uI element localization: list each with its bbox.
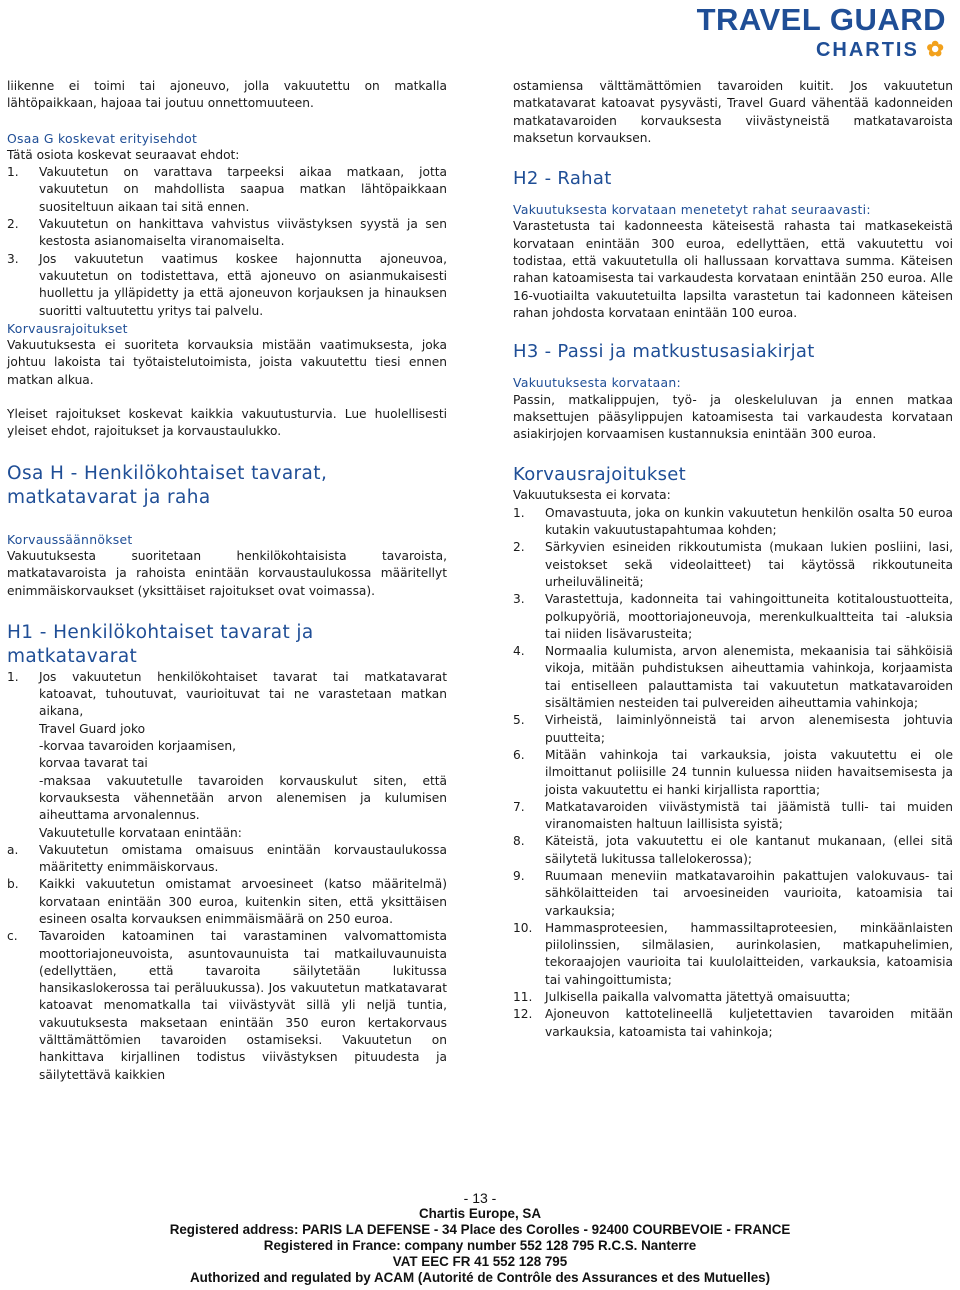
- list-item: 1. Omavastuuta, joka on kunkin vakuutetun henkilön osalta 50 euroa kutakin vakuutustapahtumaa kohden;: [513, 505, 953, 538]
- logo-subtitle-text: CHARTIS: [815, 39, 919, 61]
- h3-title: H3 - Passi ja matkustusasiakirjat: [513, 341, 815, 363]
- list-item: 6. Mitään vahinkoja tai varkauksia, joista vakuutettu ei ole ilmoittanut poliisille 24 tunnin kuluessa niiden havaitsemisesta ja joista vakuutettu ei hanki kirjallista raporttia;: [513, 747, 953, 797]
- list-item: 9. Ruumaan meneviin matkatavaroihin pakattujen valokuvaus- tai sähkölaitteiden tai arvoesineiden vaurioita, katoamisia tai varkauksia;: [513, 868, 953, 918]
- h1-line: -korvaa tavaroiden korjaamisen,: [39, 739, 236, 754]
- intro-paragraph: liikenne ei toimi tai ajoneuvo, jolla vakuutettu on matkalla lähtöpaikkaan, hajoaa tai joutuu onnettomuuteen.: [7, 79, 447, 111]
- footer-company: Chartis Europe, SA: [418, 1206, 542, 1221]
- korvausrajoitukset-list: [513, 505, 953, 1041]
- h1-line: Travel Guard joko: [39, 721, 146, 736]
- list-item: 5. Virheistä, laiminlyönneistä tai arvon alenemisesta johtuvia puutteita;: [513, 713, 953, 745]
- h1-line: korvaa tavarat tai: [39, 756, 148, 771]
- list-item: 8. Käteistä, jota vakuutettu ei ole kantanut mukanaan, (ellei sitä säilytetä lukitussa tallelokerossa);: [513, 834, 953, 866]
- korvaussaannokset-text: Vakuutuksesta suoritetaan henkilökohtaisista tavaroista, matkatavaroista ja rahoista enintään korvaustaulukossa määritellyt enimmäiskorvaukset (yksittäiset rajoitukset ovat voimassa).: [7, 548, 447, 598]
- list-item: 2. Särkyvien esineiden rikkoutumista (mukaan lukien posliini, lasi, veistokset sekä videolaitteet) tai käytössä rikkoutuneita urheiluvälineitä;: [513, 540, 953, 589]
- list-item: 2. Vakuutetun on hankittava vahvistus viivästyksen syystä ja sen kestosta asianomaiselta viranomaiselta.: [7, 217, 447, 249]
- general-restrictions: Yleiset rajoitukset koskevat kaikkia vakuutusturvia. Lue huolellisesti yleiset ehdot, rajoitukset ja korvaustaulukko.: [7, 407, 447, 439]
- h1-line: -maksaa vakuutetulle tavaroiden korvauskulut siten, että korvauksesta vähennetään arvon alenemisen ja kulumisen aiheuttama arvonalennus.: [39, 773, 447, 823]
- list-item: 4. Normaalia kulumista, arvon alenemista, mekaanisia tai sähköisiä vikoja, mitään puhdistuksen aiheuttamia vahinkoja, korjaamista tai entiselleen palauttamista tai vakuutetun matkatavaroiden sisältämien nesteiden tai pulvereiden aiheuttamia vahinkoja;: [513, 644, 953, 711]
- footer-registration: Registered in France: company number 552 128 795 R.C.S. Nanterre: [263, 1238, 697, 1253]
- list-item: 1. Jos vakuutetun henkilökohtaiset tavarat tai matkatavarat katoavat, tuhoutuvat, vaurioituvat tai ne varastetaan matkan aikana,: [7, 669, 447, 719]
- left-column: [7, 78, 447, 1084]
- list-item: 10. Hammasproteesien, hammassiltaproteesien, minkäänlaisten piilolinssien, silmälasien, aurinkolasien, matkapuhelimien, tekoraajojen vaurioita tai kuulolaitteiden, varkauksia, katoamisia tai vahingoittumista;: [513, 920, 953, 987]
- h1-list: [7, 669, 447, 721]
- continued-paragraph: ostamiensa välttämättömien tavaroiden kuitit. Jos vakuutetun matkatavarat katoavat pysyvästi, Travel Guard vähentää kadonneiden matkatavaroiden korvauksesta viivästyneistä matkatavaroista maksetun korvauksen.: [513, 79, 953, 145]
- list-item: 3. Varastettuja, kadonneita tai vahingoittuneita kotitaloustuotteita, polkupyöriä, moottoriajoneuvoja, merenkulkualtteita tai -aluksia tai niiden lisävarusteita;: [513, 592, 953, 641]
- list-item: b. Kaikki vakuutetun omistamat arvoesineet (katso määritelmä) korvataan enintään 300 euroa, kuitenkin siten, että yksittäisen esineen osalta korvauksen enimmäismäärä on 250 euroa.: [7, 877, 447, 926]
- h1-line: Vakuutetulle korvataan enintään:: [39, 825, 242, 840]
- section-g-list: [7, 164, 447, 320]
- footer-address: Registered address: PARIS LA DEFENSE - 34 Place des Corolles - 92400 COURBEVOIE - FRANCE: [169, 1222, 791, 1237]
- list-item: 3. Jos vakuutetun vaatimus koskee hajonnutta ajoneuvoa, vakuutetun on todistettava, että ajoneuvo on asianmukaisesti huollettu ja ylläpidetty ja että ajoneuvon korjauksen ja hinauksen suoritti valtuutettu yritys tai palvelu.: [7, 251, 447, 318]
- page-footer: [0, 1190, 960, 1286]
- section-g-intro: Tätä osiota koskevat seuraavat ehdot:: [7, 147, 240, 162]
- logo-subtitle: [666, 38, 946, 62]
- korvausrajoitukset-title: Korvausrajoitukset: [7, 320, 128, 336]
- h3-text: Passin, matkalippujen, työ- ja oleskeluluvan ja ennen matkaa maksettujen pääsylippujen katoamisesta tai varkaudesta korvataan asiakirjojen korvaamisen kustannuksia enintään 300 euroa.: [513, 392, 953, 442]
- h2-title: H2 - Rahat: [513, 168, 612, 190]
- logo-title: TRAVEL GUARD: [696, 2, 946, 37]
- h2-subtitle: Vakuutuksesta korvataan menetetyt rahat seuraavasti:: [513, 202, 871, 218]
- h2-text: Varastetusta tai kadonneesta käteisestä rahasta tai matkasekeistä korvataan enintään 300 euroa, edellyttäen, että vakuutettu voi todistaa, että vakuutetulla oli hallussaan korvattava summa. Käteisen rahan katoamisesta tai varkaudesta korvataan enintään 250 euroa. Alle 16-vuotiailta vakuutetuilta lapsilta varastetun tai kadonneen käteisen rahan johdosta korvataan enintään 100 euroa.: [513, 219, 953, 320]
- h1-title: H1 - Henkilökohtaiset tavarat ja matkatavarat: [7, 621, 314, 667]
- korvausrajoitukset-text: Vakuutuksesta ei suoriteta korvauksia mistään vaatimuksesta, joka johtuu lakoista tai työtaistelutoimista, joista vakuutettu tiesi ennen matkan alkua.: [7, 338, 447, 387]
- h3-subtitle: Vakuutuksesta korvataan:: [513, 375, 682, 391]
- footer-authorized: Authorized and regulated by ACAM (Autorité de Contrôle des Assurances et des Mutuelles): [189, 1270, 771, 1285]
- h1-alpha-list: [7, 842, 447, 1084]
- korvausrajoitukset-intro: Vakuutuksesta ei korvata:: [513, 488, 671, 503]
- section-g-title: Osaa G koskevat erityisehdot: [7, 130, 198, 146]
- list-item: 12. Ajoneuvon kattotelineellä kuljetettavien tavaroiden mitään varkauksia, katoamista tai vahinkoja;: [513, 1007, 953, 1039]
- travel-guard-logo: [666, 2, 946, 62]
- list-item: 7. Matkatavaroiden viivästymistä tai jäämistä tulli- tai muiden viranomaisten haltuun laillisista syistä;: [513, 799, 953, 832]
- logo-swirl-icon: ✿: [926, 38, 946, 61]
- right-column: [513, 78, 953, 1041]
- list-item: 1. Vakuutetun on varattava tarpeeksi aikaa matkaan, jotta vakuutetun on mahdollista saapua matkan lähtöpaikkaan suositeltuun aikaan tai sitä ennen.: [7, 165, 447, 214]
- korvausrajoitukset-heading: Korvausrajoitukset: [513, 464, 687, 486]
- list-item: a. Vakuutetun omistama omaisuus enintään korvaustaulukossa määritetty enimmäiskorvaus.: [7, 842, 447, 875]
- list-item: 11. Julkisella paikalla valvomatta jätettyä omaisuutta;: [513, 990, 851, 1005]
- footer-vat: VAT EEC FR 41 552 128 795: [392, 1254, 568, 1269]
- korvaussaannokset-title: Korvaussäännökset: [7, 531, 133, 547]
- list-item: c. Tavaroiden katoaminen tai varastaminen valvomattomista moottoriajoneuvoista, asuntovaunuista tai matkailuvaunuista (edellyttäen, että tavaroita säilytetään lukitussa hansikaslokerossa tai peräluukussa). Jos vakuutetun matkatavarat katoavat menomatkalla tai viivästyvät sillä yli neljä tuntia, vakuutuksesta maksetaan enintään 350 euron kertakorvaus välttämättömien tavaroiden ostamiseksi. Vakuutetun on hankittava kirjallinen todistus viivästyksen pituudesta ja säilytettävä kaikkien: [7, 929, 447, 1082]
- section-h-title: Osa H - Henkilökohtaiset tavarat, matkatavarat ja raha: [7, 462, 328, 508]
- page-number: - 13 -: [463, 1190, 497, 1206]
